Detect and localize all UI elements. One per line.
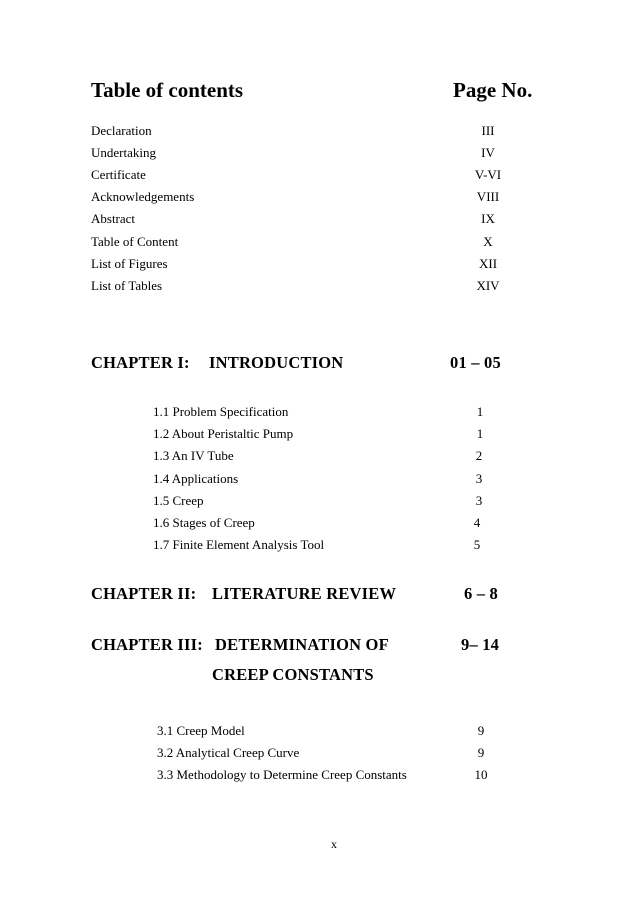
section-page: 4 xyxy=(473,515,481,530)
section-label: 1.4 Applications xyxy=(153,471,239,486)
section-page: 1 xyxy=(476,426,484,441)
toc-entry-page: X xyxy=(483,234,493,249)
toc-entry-label: List of Figures xyxy=(91,256,168,271)
section-label: 1.1 Problem Specification xyxy=(153,404,289,419)
toc-entry-page: III xyxy=(481,123,495,138)
chapter-label: CHAPTER II: xyxy=(91,584,197,603)
chapter-name: DETERMINATION OF xyxy=(215,635,389,654)
section-label: 1.3 An IV Tube xyxy=(153,448,234,463)
toc-entry-label: Abstract xyxy=(91,211,136,226)
section-label: 1.6 Stages of Creep xyxy=(153,515,255,530)
chapter-name-continued: CREEP CONSTANTS xyxy=(212,665,374,684)
toc-entry-label: Undertaking xyxy=(91,145,156,160)
toc-entry-label: List of Tables xyxy=(91,278,163,293)
section-page: 3 xyxy=(475,471,483,486)
toc-entry-page: V-VI xyxy=(474,167,502,182)
section-label: 1.2 About Peristaltic Pump xyxy=(153,426,294,441)
toc-entry-page: IX xyxy=(481,211,495,226)
page-no-header: Page No. xyxy=(453,78,533,102)
toc-entry-page: IV xyxy=(481,145,495,160)
section-label: 3.1 Creep Model xyxy=(157,723,245,738)
page-number: x xyxy=(331,837,337,851)
section-label: 1.5 Creep xyxy=(153,493,204,508)
toc-entry-label: Certificate xyxy=(91,167,146,182)
toc-entry-label: Declaration xyxy=(91,123,152,138)
chapter-pages: 01 – 05 xyxy=(450,353,501,372)
toc-entry-label: Acknowledgements xyxy=(91,189,195,204)
toc-entry-page: VIII xyxy=(476,189,500,204)
chapter-pages: 6 – 8 xyxy=(464,584,498,603)
section-page: 1 xyxy=(476,404,484,419)
section-page: 2 xyxy=(475,448,483,463)
toc-title: Table of contents xyxy=(91,78,244,102)
toc-entry-page: XII xyxy=(478,256,498,271)
section-page: 9 xyxy=(477,723,485,738)
chapter-pages: 9– 14 xyxy=(461,635,500,654)
toc-entry-page: XIV xyxy=(476,278,500,293)
section-label: 3.3 Methodology to Determine Creep Constants xyxy=(157,767,407,782)
section-page: 9 xyxy=(477,745,485,760)
chapter-label: CHAPTER I: xyxy=(91,353,190,372)
chapter-name: INTRODUCTION xyxy=(209,353,344,372)
toc-entry-label: Table of Content xyxy=(91,234,179,249)
chapter-name: LITERATURE REVIEW xyxy=(212,584,397,603)
section-page: 3 xyxy=(475,493,483,508)
section-page: 5 xyxy=(473,537,481,552)
section-page: 10 xyxy=(474,767,488,782)
chapter-label: CHAPTER III: xyxy=(91,635,203,654)
section-label: 1.7 Finite Element Analysis Tool xyxy=(153,537,325,552)
section-label: 3.2 Analytical Creep Curve xyxy=(157,745,300,760)
